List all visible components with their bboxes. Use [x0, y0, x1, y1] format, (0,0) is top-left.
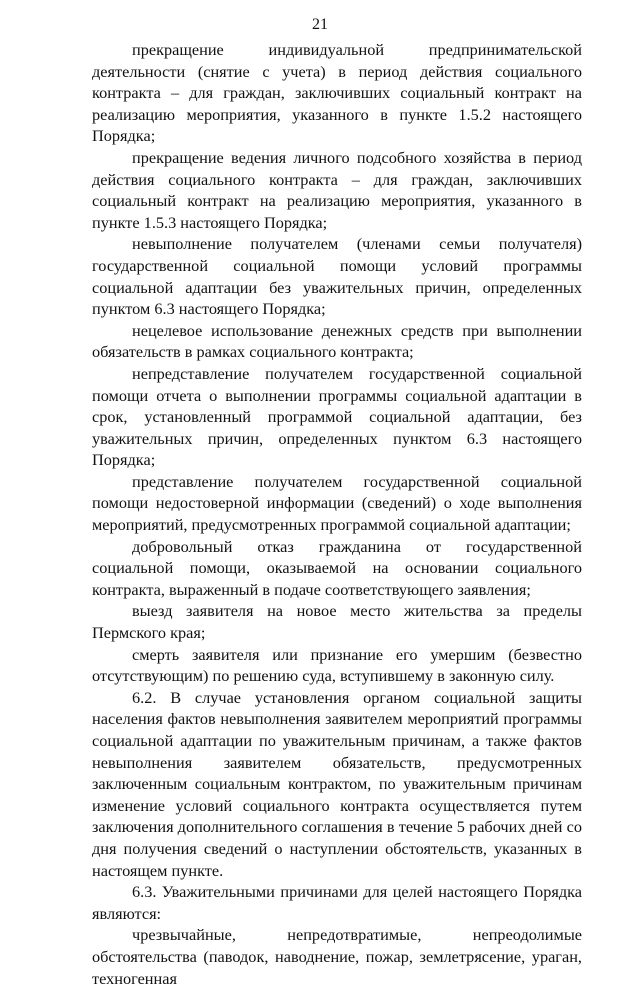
paragraph: невыполнение получателем (членами семьи получателя) государственной социальной помощи условий программы социальной адаптации без уважительных причин, определенных пунктом 6.3 настоящего Порядка;	[92, 234, 582, 319]
document-body	[92, 39, 582, 989]
paragraph: смерть заявителя или признание его умершим (безвестно отсутствующим) по решению суда, вступившему в законную силу.	[92, 644, 582, 686]
page-number: 21	[312, 16, 328, 33]
paragraph: нецелевое использование денежных средств при выполнении обязательств в рамках социального контракта;	[92, 320, 582, 362]
paragraph: представление получателем государственной социальной помощи недостоверной информации (сведений) о ходе выполнения мероприятий, предусмотренных программой социальной адаптации;	[92, 471, 582, 535]
paragraph: выезд заявителя на новое место жительства за пределы Пермского края;	[92, 601, 582, 643]
paragraph: непредставление получателем государственной социальной помощи отчета о выполнении программы социальной адаптации в срок, установленный программой социальной адаптации, без уважительных причин, определенных пунктом 6.3 настоящего Порядка;	[92, 363, 582, 470]
paragraph: 6.3. Уважительными причинами для целей настоящего Порядка являются:	[92, 882, 582, 923]
paragraph: прекращение индивидуальной предпринимательской деятельности (снятие с учета) в период действия социального контракта – для граждан, заключивших социальный контракт на реализацию мероприятия, указанного в пункте 1.5.2 настоящего Порядка;	[92, 40, 582, 146]
paragraph: добровольный отказ гражданина от государственной социальной помощи, оказываемой на основании социального контракта, выраженный в подаче соответствующего заявления;	[92, 536, 582, 599]
paragraph: прекращение ведения личного подсобного хозяйства в период действия социального контракта – для граждан, заключивших социальный контракт на реализацию мероприятия, указанного в пункте 1.5.3 настоящего Порядка;	[92, 147, 582, 232]
paragraph: 6.2. В случае установления органом социальной защиты населения фактов невыполнения заявителем мероприятий программы социальной адаптации по уважительным причинам, а также фактов невыполнения заявителем обязательств, предусмотренных заключенным социальным контрактом, по уважительным причинам изменение условий социального контракта осуществляется путем заключения дополнительного соглашения в течение 5 рабочих дней со дня получения сведений о наступлении обстоятельств, указанных в настоящем пункте.	[92, 687, 582, 880]
paragraph: чрезвычайные, непредотвратимые, непреодолимые обстоятельства (паводок, наводнение, пожар, землетрясение, ураган, техногенная	[92, 925, 582, 988]
